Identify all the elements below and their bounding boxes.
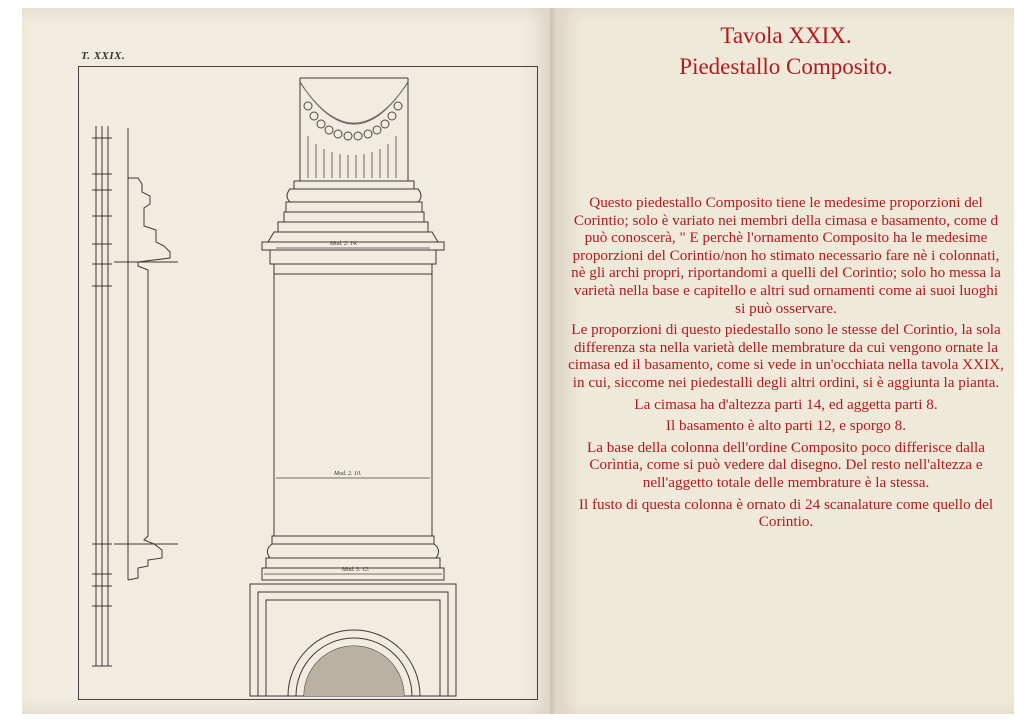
plate-title: Tavola XXIX. — [720, 23, 852, 48]
plate-number: T. XXIX. — [81, 50, 126, 62]
right-page — [558, 8, 1014, 714]
paragraph: Il fusto di questa colonna è ornato di 24 scanalature come quello del Corintio. — [578, 495, 994, 531]
dimension-lines — [264, 248, 442, 574]
label-cap-width: Mod. 2. 14. — [330, 241, 358, 247]
plan-shading — [304, 646, 404, 696]
paragraph: Le proporzioni di questo piedestallo sono le stesse del Corintio, la sola differenza sta nella varietà delle membrature da cui vengono ornate la cimasa ed il basamento, come si vede in un'occhiata nella tavola XXIX, in cui, siccome nei piedestalli degli altri ordini, si è aggiunta la pianta. — [568, 321, 1004, 391]
paragraph: Questo piedestallo Composito tiene le medesime proporzioni del Corintio; solo è variato nei membri della cimasa e basamento, come d può conoscerà, " E perchè l'ornamento Composito ha le medesime proporzioni del Corintio/non ho stimato necessario fare nè i colonnati, nè gli archi propri, riportandomi a quelli del Corintio; solo ho messa la varietà nella base e capitello e altri sud ornamenti come ai suoi luoghi si può osservare. — [571, 194, 1001, 317]
pedestal-die — [274, 274, 432, 536]
label-base-width: Mod. 3. 12. — [342, 567, 370, 573]
column-shaft — [300, 78, 408, 181]
column-base — [284, 181, 424, 222]
title-block — [558, 20, 1014, 82]
pedestal-drawing — [78, 66, 538, 700]
body-text — [568, 194, 1004, 535]
label-shaft-width: Mod. 2. 10. — [334, 471, 362, 477]
measurement-scale — [92, 126, 112, 666]
paragraph: La cimasa ha d'altezza parti 14, ed aggetta parti 8. — [634, 395, 938, 413]
plate-subtitle: Piedestallo Composito. — [679, 54, 893, 79]
paragraph: Il basamento è alto parti 12, e sporgo 8. — [665, 417, 907, 435]
side-profile — [114, 128, 178, 580]
paragraph: La base della colonna dell'ordine Composito poco differisce dalla Corìntia, come si può vedere dal disegno. Del resto nell'altezza e nell'aggetto totale delle membrature è la stessa. — [586, 438, 986, 491]
left-page — [22, 8, 550, 714]
pedestal-basamento — [262, 536, 444, 580]
